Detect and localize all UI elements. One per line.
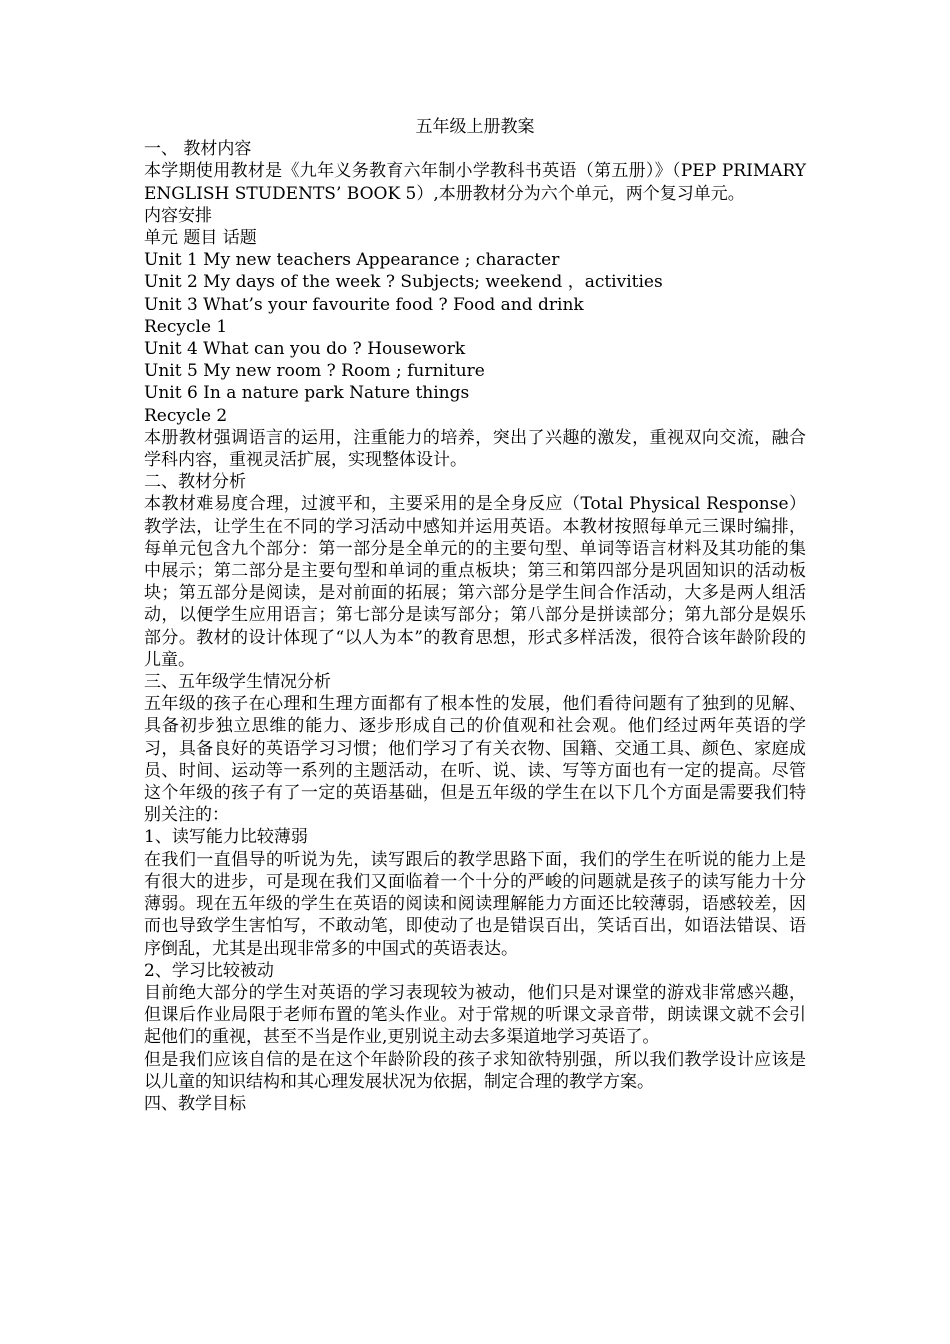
unit-list-item: Unit 1 My new teachers Appearance ; character — [144, 250, 560, 271]
passive-learning-paragraph: 目前绝大部分的学生对英语的学习表现较为被动，他们只是对课堂的游戏非常感兴趣，但课后作业局限于老师布置的笔头作业。对于常规的听课文录音带，朗读课文就不会引起他们的重视，甚至不当是作业,更别说主动去多渠道地学习英语了。 — [144, 982, 806, 1048]
materials-summary-paragraph: 本册教材强调语言的运用，注重能力的培养，突出了兴趣的激发，重视双向交流，融合学科内容，重视灵活扩展，实现整体设计。 — [144, 427, 806, 471]
point-heading-reading-writing: 1、读写能力比较薄弱 — [144, 827, 308, 848]
unit-list-item: Unit 2 My days of the week ? Subjects; weekend ，activities — [144, 272, 663, 293]
document-title: 五年级上册教案 — [415, 117, 535, 137]
document-page — [144, 116, 806, 1115]
unit-list-item: Unit 6 In a nature park Nature things — [144, 383, 470, 404]
unit-list-item: Unit 4 What can you do ? Housework — [144, 339, 466, 360]
unit-list-item: Recycle 2 — [144, 405, 228, 426]
section-heading-analysis: 二、教材分析 — [144, 472, 246, 493]
section-heading-students: 三、五年级学生情况分析 — [144, 672, 331, 693]
reading-writing-paragraph: 在我们一直倡导的听说为先，读写跟后的教学思路下面，我们的学生在听说的能力上是有很大的进步，可是现在我们又面临着一个十分的严峻的问题就是孩子的读写能力十分薄弱。现在五年级的学生在英语的阅读和阅读理解能力方面还比较薄弱，语感较差，因而也导致学生害怕写，不敢动笔，即使动了也是错误百出，笑话百出，如语法错误、语序倒乱，尤其是出现非常多的中国式的英语表达。 — [144, 849, 806, 959]
section-heading-materials: 一、 教材内容 — [144, 139, 252, 160]
unit-list-item: Unit 5 My new room ? Room ; furniture — [144, 361, 485, 382]
students-paragraph: 五年级的孩子在心理和生理方面都有了根本性的发展，他们看待问题有了独到的见解、具备初步独立思维的能力、逐步形成自己的价值观和社会观。他们经过两年英语的学习，具备良好的英语学习习惯；他们学习了有关衣物、国籍、交通工具、颜色、家庭成员、时间、运动等一系列的主题活动，在听、说、读、写等方面也有一定的提高。尽管这个年级的孩子有了一定的英语基础，但是五年级的学生在以下几个方面是需要我们特别关注的： — [144, 694, 806, 826]
unit-list-item: Unit 3 What’s your favourite food ? Food and drink — [144, 294, 584, 315]
content-arrangement-label: 内容安排 — [144, 205, 212, 226]
unit-list-item: Recycle 1 — [144, 316, 228, 337]
conclusion-paragraph: 但是我们应该自信的是在这个年龄阶段的孩子求知欲特别强，所以我们教学设计应该是以儿童的知识结构和其心理发展状况为依据，制定合理的教学方案。 — [144, 1049, 806, 1092]
materials-intro-paragraph: 本学期使用教材是《九年义务教育六年制小学教科书英语（第五册）》（PEP PRIMARY ENGLISH STUDENTS’ BOOK 5）,本册教材分为六个单元，两个复习单元。 — [144, 161, 806, 204]
analysis-paragraph: 本教材难易度合理，过渡平和，主要采用的是全身反应（Total Physical Response）教学法，让学生在不同的学习活动中感知并运用英语。本教材按照每单元三课时编排，每单元包含九个部分：第一部分是全单元的的主要句型、单词等语言材料及其功能的集中展示；第二部分是主要句型和单词的重点板块；第三和第四部分是巩固知识的活动板块；第五部分是阅读，是对前面的拓展；第六部分是学生间合作活动，大多是两人组活动，以便学生应用语言；第七部分是读写部分；第八部分是拼读部分；第九部分是娱乐部分。教材的设计体现了“以人为本”的教育思想，形式多样活泼，很符合该年龄阶段的儿童。 — [144, 494, 806, 670]
unit-table-header: 单元 题目 话题 — [144, 228, 257, 248]
section-heading-goals: 四、教学目标 — [144, 1093, 246, 1114]
point-heading-passive-learning: 2、学习比较被动 — [144, 960, 274, 981]
